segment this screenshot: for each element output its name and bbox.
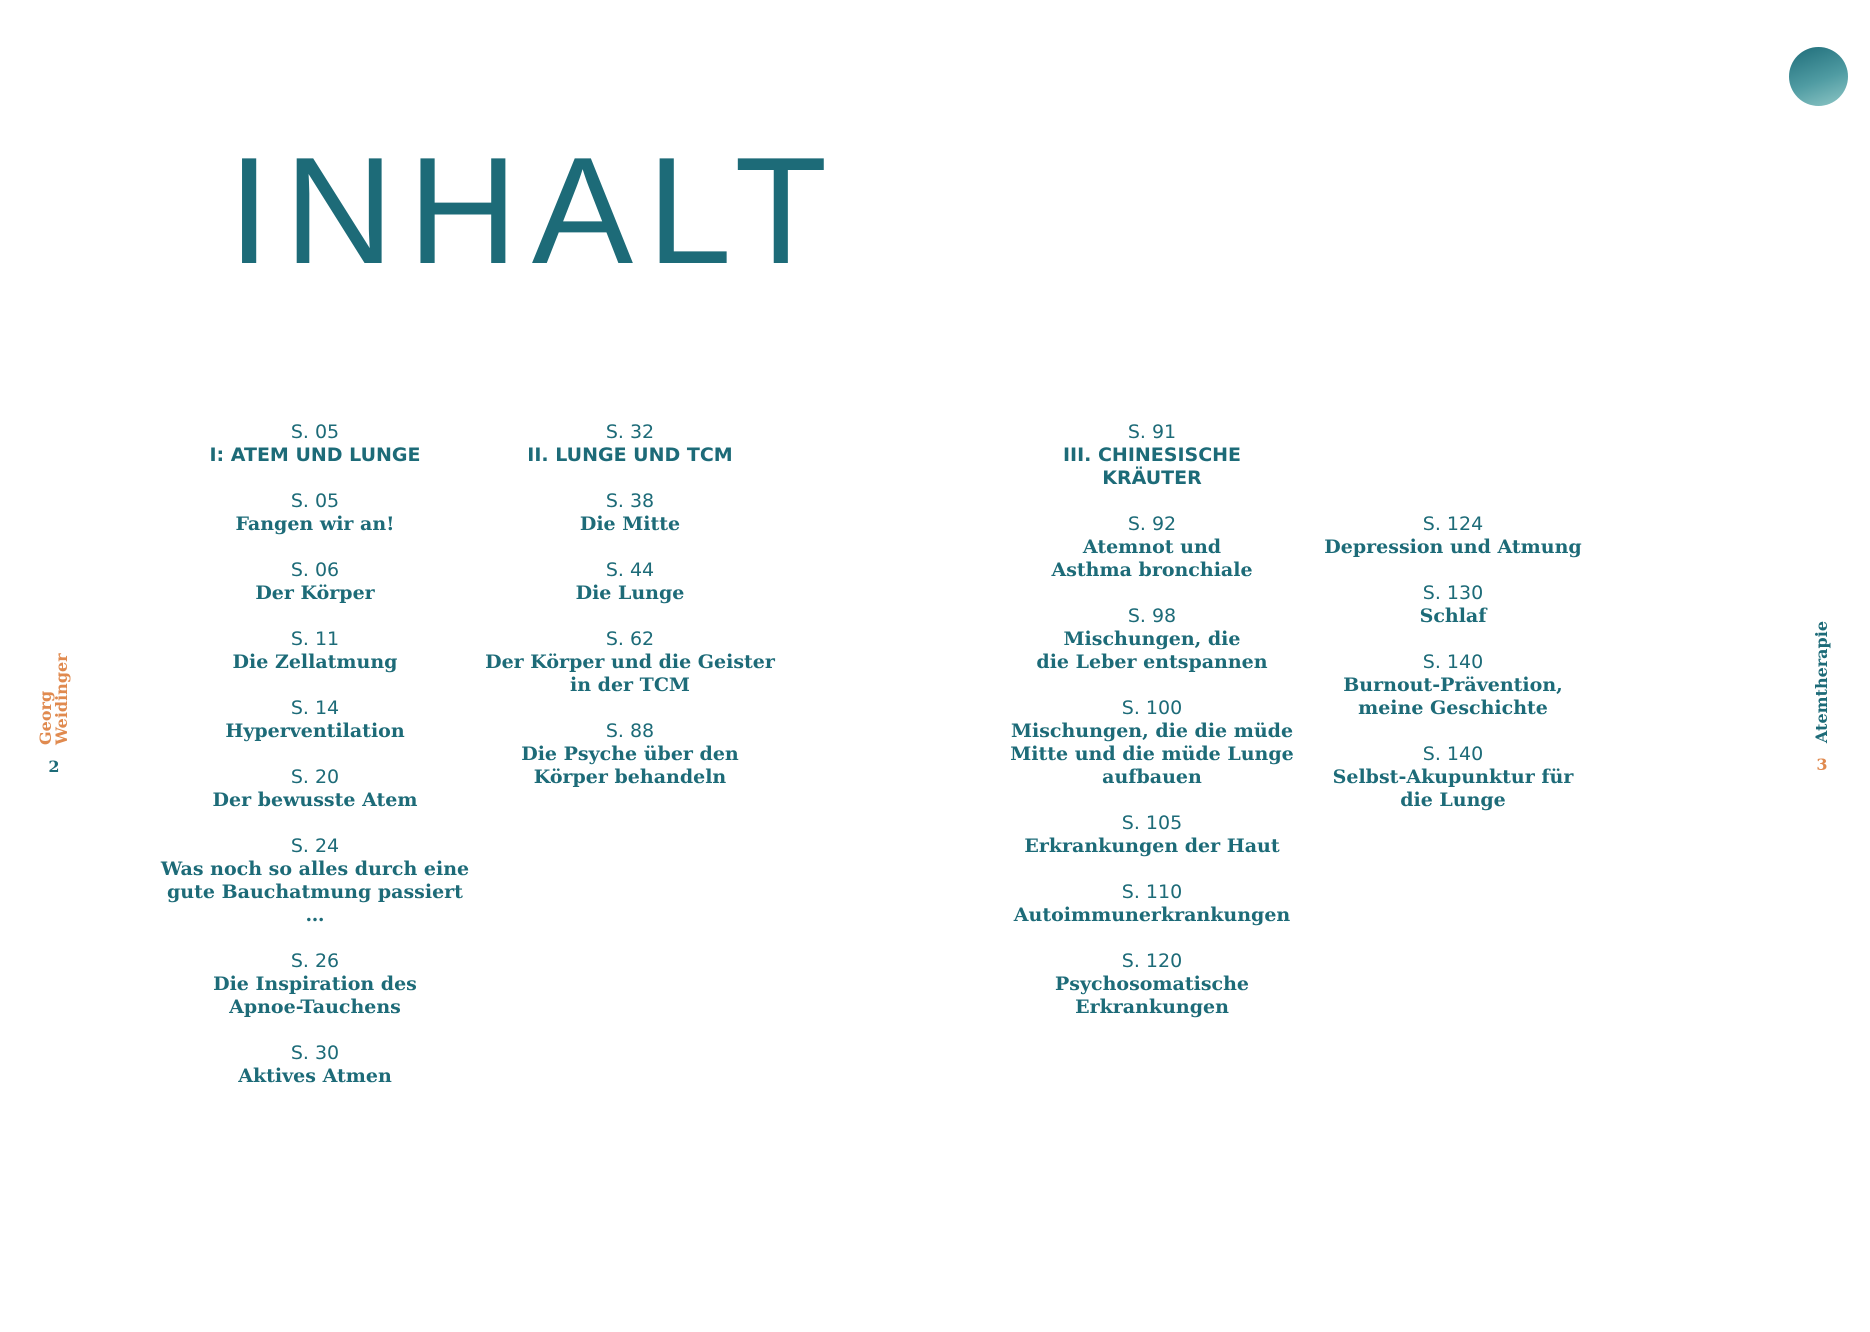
toc-entry[interactable]	[521, 719, 739, 789]
toc-entry[interactable]	[233, 627, 398, 674]
toc-entry-title: Der Körper und die Geister in der TCM	[485, 651, 775, 696]
toc-page-number: S. 92	[1127, 513, 1177, 535]
toc-page-number: S. 14	[290, 697, 340, 719]
toc-entry[interactable]	[1333, 742, 1574, 812]
toc-page-number: S. 140	[1422, 651, 1484, 673]
left-margin	[30, 595, 78, 775]
toc-page-number: S. 06	[290, 559, 340, 581]
toc-page-number: S. 24	[290, 835, 340, 857]
toc-entry[interactable]	[1324, 512, 1581, 559]
right-page-number: 3	[1816, 755, 1828, 774]
toc-entry[interactable]	[580, 489, 680, 536]
toc-entry-title: Der Körper	[255, 582, 375, 604]
toc-page-number: S. 44	[605, 559, 655, 581]
author-name: Georg Weidinger	[36, 653, 71, 745]
toc-page-number: S. 26	[290, 950, 340, 972]
toc-entry[interactable]	[1024, 811, 1279, 858]
toc-entry[interactable]	[485, 627, 775, 697]
toc-column-2	[470, 420, 790, 811]
toc-entry[interactable]	[1014, 880, 1290, 927]
toc-section-heading[interactable]	[209, 420, 420, 467]
toc-entry[interactable]	[155, 834, 475, 927]
toc-entry-title: Burnout-Prävention, meine Geschichte	[1343, 674, 1563, 719]
toc-page-number: S. 124	[1422, 513, 1484, 535]
left-page-number: 2	[48, 757, 60, 776]
toc-entry[interactable]	[1036, 604, 1267, 674]
toc-page-number: S. 110	[1121, 881, 1183, 903]
toc-page-number: S. 20	[290, 766, 340, 788]
toc-entry-title: Aktives Atmen	[238, 1065, 392, 1087]
toc-entry-title: Fangen wir an!	[235, 513, 395, 535]
toc-entry-title: Die Lunge	[575, 582, 685, 604]
toc-column-1	[155, 420, 475, 1110]
toc-section-heading[interactable]	[527, 420, 732, 467]
toc-entry-title: Die Mitte	[579, 513, 681, 535]
toc-page-number: S. 38	[605, 490, 655, 512]
toc-entry-title: Depression und Atmung	[1324, 536, 1582, 558]
toc-page-number: S. 91	[1127, 421, 1177, 443]
toc-entry[interactable]	[235, 489, 394, 536]
toc-entry[interactable]	[1420, 581, 1487, 628]
toc-entry[interactable]	[225, 696, 404, 743]
toc-page-number: S. 105	[1121, 812, 1183, 834]
toc-entry[interactable]	[1051, 512, 1252, 582]
toc-entry-title: Der bewusste Atem	[212, 789, 418, 811]
toc-entry[interactable]	[213, 765, 418, 812]
decorative-circle	[1789, 47, 1848, 106]
toc-section-heading[interactable]	[1063, 420, 1241, 490]
toc-page-number: S. 05	[290, 421, 340, 443]
toc-entry-title: Atemnot und Asthma bronchiale	[1051, 536, 1253, 581]
toc-entry[interactable]	[576, 558, 685, 605]
book-title: Atemtherapie	[1812, 620, 1831, 743]
toc-page-number: S. 130	[1422, 582, 1484, 604]
toc-entry-title: Die Zellatmung	[232, 651, 398, 673]
toc-page-number: S. 32	[605, 421, 655, 443]
toc-section-title: III. CHINESISCHE KRÄUTER	[1062, 444, 1242, 489]
toc-entry-title: Autoimmunerkrankungen	[1013, 904, 1291, 926]
toc-entry-title: Mischungen, die die Leber entspannen	[1036, 628, 1268, 673]
toc-page-number: S. 140	[1422, 743, 1484, 765]
toc-entry-title: Erkrankungen der Haut	[1024, 835, 1280, 857]
toc-page-number: S. 30	[290, 1042, 340, 1064]
toc-page-number: S. 100	[1121, 697, 1183, 719]
toc-page-number: S. 11	[290, 628, 340, 650]
toc-page-number: S. 98	[1127, 605, 1177, 627]
toc-entry[interactable]	[238, 1041, 392, 1088]
toc-entry-title: Selbst-Akupunktur für die Lunge	[1332, 766, 1574, 811]
toc-page-number: S. 62	[605, 628, 655, 650]
toc-page-number: S. 120	[1121, 950, 1183, 972]
toc-entry[interactable]	[213, 949, 417, 1019]
toc-entry[interactable]	[1055, 949, 1249, 1019]
toc-entry[interactable]	[255, 558, 374, 605]
toc-entry-title: Psychosomatische Erkrankungen	[1054, 973, 1250, 1018]
toc-entry-title: Hyperventilation	[225, 720, 405, 742]
toc-column-3	[992, 420, 1312, 1041]
toc-page-number: S. 88	[605, 720, 655, 742]
toc-entry-title: Was noch so alles durch eine gute Bauchatmung passiert …	[160, 858, 470, 926]
toc-entry[interactable]	[1010, 696, 1294, 789]
toc-entry-title: Schlaf	[1419, 605, 1487, 627]
toc-entry-title: Die Psyche über den Körper behandeln	[521, 743, 739, 788]
toc-entry[interactable]	[1343, 650, 1563, 720]
toc-section-title: II. LUNGE UND TCM	[527, 444, 733, 466]
toc-entry-title: Die Inspiration des Apnoe-Tauchens	[213, 973, 417, 1018]
toc-column-4	[1293, 512, 1613, 834]
toc-entry-title: Mischungen, die die müde Mitte und die müde Lunge aufbauen	[1010, 720, 1294, 788]
page-title: INHALT	[228, 126, 842, 296]
toc-section-title: I: ATEM UND LUNGE	[209, 444, 421, 466]
right-margin	[1798, 613, 1846, 773]
toc-page-number: S. 05	[290, 490, 340, 512]
